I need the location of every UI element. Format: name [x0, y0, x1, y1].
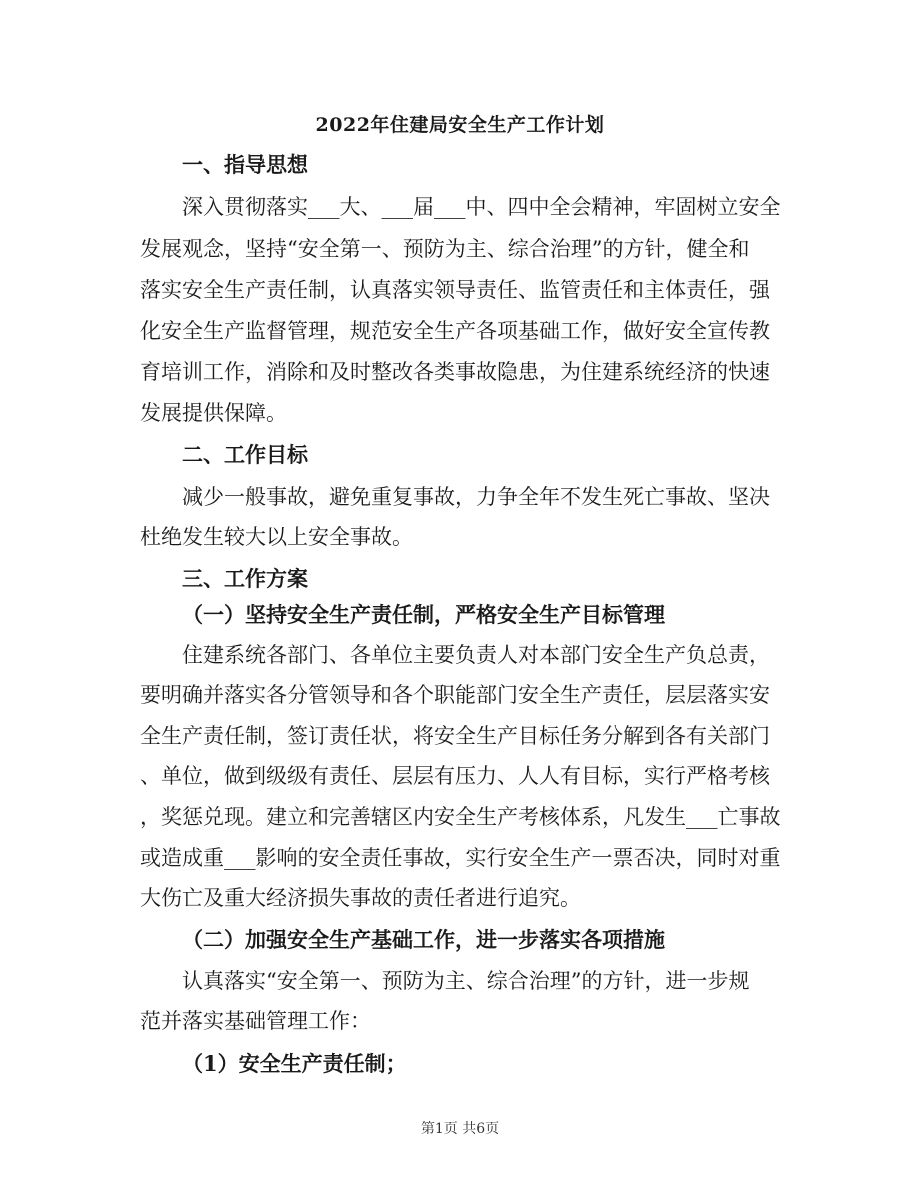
subheading-2: （二）加强安全生产基础工作，进一步落实各项措施	[182, 927, 665, 952]
paragraph-line: ，奖惩兑现。建立和完善辖区内安全生产考核体系，凡发生___亡事故	[140, 805, 781, 829]
paragraph-line: 深入贯彻落实___大、___届___中、四中全会精神，牢固树立安全	[182, 195, 781, 219]
paragraph-line: 、单位，做到级级有责任、层层有压力、人人有目标，实行严格考核	[140, 764, 770, 788]
paragraph-line: 范并落实基础管理工作：	[140, 1009, 371, 1033]
paragraph-line: 或造成重___影响的安全责任事故，实行安全生产一票否决，同时对重	[140, 846, 781, 870]
paragraph-line: 要明确并落实各分管领导和各个职能部门安全生产责任，层层落实安	[140, 683, 770, 707]
page-number-footer: 第1页 共6页	[420, 1121, 500, 1137]
paragraph-line: 落实安全生产责任制，认真落实领导责任、监管责任和主体责任，强	[140, 278, 770, 302]
paragraph-line: 认真落实“安全第一、预防为主、综合治理”的方针，进一步规	[182, 969, 750, 993]
paragraph-line: 住建系统各部门、各单位主要负责人对本部门安全生产负总责，	[182, 643, 770, 667]
heading-work-plan: 三、工作方案	[182, 566, 308, 591]
paragraph-line: 杜绝发生较大以上安全事故。	[140, 525, 413, 549]
paragraph-line: 化安全生产监督管理，规范安全生产各项基础工作，做好安全宣传教	[140, 319, 770, 343]
paragraph-line: 大伤亡及重大经济损失事故的责任者进行追究。	[140, 886, 581, 910]
paragraph-line: 发展观念，坚持“安全第一、预防为主、综合治理”的方针，健全和	[140, 237, 750, 261]
paragraph-line: 育培训工作，消除和及时整改各类事故隐患，为住建系统经济的快速	[140, 360, 770, 384]
document-title: 2022年住建局安全生产工作计划	[315, 114, 605, 136]
paragraph-line: 全生产责任制，签订责任状，将安全生产目标任务分解到各有关部门	[140, 724, 770, 748]
subheading-1: （一）坚持安全生产责任制，严格安全生产目标管理	[182, 602, 665, 627]
paragraph-line: 发展提供保障。	[140, 401, 287, 425]
paragraph-line: 减少一般事故，避免重复事故，力争全年不发生死亡事故、坚决	[182, 485, 770, 509]
heading-work-goals: 二、工作目标	[182, 442, 308, 467]
list-item-1: （1）安全生产责任制；	[182, 1051, 407, 1076]
heading-guiding-ideology: 一、指导思想	[182, 152, 308, 177]
